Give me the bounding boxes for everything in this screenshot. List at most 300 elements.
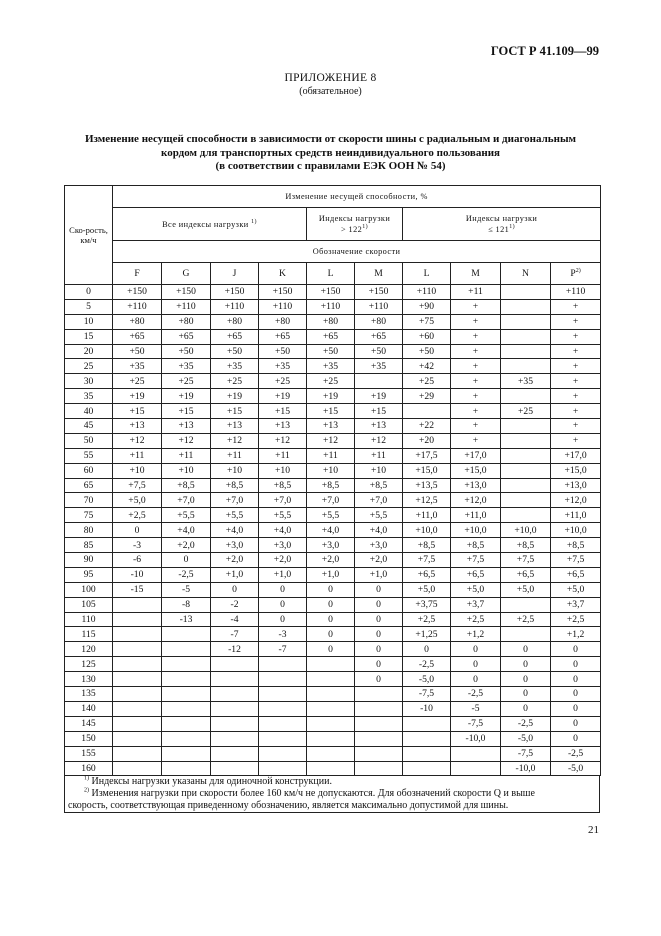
value-cell: -2,5 — [403, 657, 451, 672]
value-cell: +7,5 — [113, 478, 162, 493]
value-cell: -3 — [259, 627, 307, 642]
value-cell: -5,0 — [403, 672, 451, 687]
footnote-2-text-cont: скорость, соответствующая приведенному обозначению, является максимально допустимой для шины. — [68, 800, 509, 811]
value-cell: +65 — [355, 329, 403, 344]
value-cell: -2,5 — [501, 716, 551, 731]
value-cell: 0 — [501, 657, 551, 672]
group-all-indices-label: Все индексы нагрузки — [162, 219, 249, 229]
speed-cell: 45 — [65, 419, 113, 434]
value-cell: -5,0 — [551, 761, 601, 776]
value-cell — [403, 761, 451, 776]
value-cell: 0 — [113, 523, 162, 538]
speed-designation-header: Обозначение скорости — [113, 241, 601, 263]
value-cell: +15 — [355, 404, 403, 419]
value-cell: 0 — [501, 701, 551, 716]
value-cell — [113, 716, 162, 731]
speed-cell: 105 — [65, 597, 113, 612]
table-row — [65, 329, 601, 344]
value-cell — [211, 716, 259, 731]
value-cell: +8,5 — [307, 478, 355, 493]
value-cell — [501, 314, 551, 329]
value-cell: +60 — [403, 329, 451, 344]
value-cell: +13 — [211, 419, 259, 434]
value-cell: +4,0 — [355, 523, 403, 538]
value-cell: -10,0 — [501, 761, 551, 776]
group-over-122-header — [307, 208, 403, 241]
speed-cell: 85 — [65, 538, 113, 553]
value-cell: + — [451, 374, 501, 389]
value-cell: +80 — [211, 314, 259, 329]
table-row — [65, 419, 601, 434]
value-cell: + — [451, 314, 501, 329]
value-cell — [451, 746, 501, 761]
value-cell: +12 — [259, 433, 307, 448]
value-cell: +50 — [307, 344, 355, 359]
value-cell — [501, 448, 551, 463]
value-cell: +65 — [113, 329, 162, 344]
value-cell: +19 — [211, 389, 259, 404]
value-cell: -7,5 — [451, 716, 501, 731]
value-cell: +1,0 — [259, 567, 307, 582]
value-cell: +11 — [162, 448, 211, 463]
table-row — [65, 731, 601, 746]
value-cell — [211, 657, 259, 672]
value-cell: +110 — [403, 285, 451, 300]
value-cell — [113, 731, 162, 746]
value-cell: -5 — [451, 701, 501, 716]
value-cell: +80 — [162, 314, 211, 329]
load-capacity-table — [64, 185, 601, 776]
value-cell: +13 — [259, 419, 307, 434]
speed-cell: 60 — [65, 463, 113, 478]
value-cell — [162, 761, 211, 776]
value-cell — [259, 746, 307, 761]
value-cell: +150 — [162, 285, 211, 300]
value-cell — [355, 746, 403, 761]
value-cell: +35 — [307, 359, 355, 374]
value-cell — [501, 329, 551, 344]
value-cell: +8,5 — [259, 478, 307, 493]
value-cell: + — [451, 419, 501, 434]
table-row — [65, 493, 601, 508]
value-cell: +3,0 — [355, 538, 403, 553]
value-cell: +4,0 — [162, 523, 211, 538]
value-cell: 0 — [355, 642, 403, 657]
group-le-121-line-2: ≤ 121 — [488, 225, 510, 234]
value-cell: +19 — [307, 389, 355, 404]
value-cell: +35 — [259, 359, 307, 374]
value-cell: + — [551, 299, 601, 314]
value-cell: +15 — [211, 404, 259, 419]
value-cell: +3,7 — [551, 597, 601, 612]
value-cell: 0 — [259, 612, 307, 627]
speed-cell: 140 — [65, 701, 113, 716]
value-cell — [259, 672, 307, 687]
value-cell: +12,0 — [451, 493, 501, 508]
value-cell: +2,5 — [451, 612, 501, 627]
value-cell: +110 — [259, 299, 307, 314]
value-cell: -5 — [162, 582, 211, 597]
annex-subtitle: (обязательное) — [299, 86, 362, 97]
value-cell: +7,0 — [162, 493, 211, 508]
value-cell: -7,5 — [501, 746, 551, 761]
value-cell: +110 — [162, 299, 211, 314]
group-le-121-header — [403, 208, 601, 241]
speed-cell: 65 — [65, 478, 113, 493]
value-cell: + — [551, 374, 601, 389]
value-cell: -10 — [403, 701, 451, 716]
value-cell: +10,0 — [451, 523, 501, 538]
value-cell — [307, 657, 355, 672]
value-cell — [355, 374, 403, 389]
value-cell: +10 — [259, 463, 307, 478]
value-cell: +1,25 — [403, 627, 451, 642]
table-row — [65, 553, 601, 568]
value-cell: +25 — [403, 374, 451, 389]
value-cell: 0 — [355, 582, 403, 597]
table-row — [65, 433, 601, 448]
table-row — [65, 538, 601, 553]
value-cell — [307, 716, 355, 731]
value-cell: -12 — [211, 642, 259, 657]
value-cell: 0 — [551, 657, 601, 672]
speed-cell: 20 — [65, 344, 113, 359]
value-cell — [162, 657, 211, 672]
group-le-121-line-1: Индексы нагрузки — [465, 214, 538, 223]
speed-cell: 145 — [65, 716, 113, 731]
value-cell: +7,5 — [501, 553, 551, 568]
value-cell: 0 — [551, 701, 601, 716]
table-title-line-2: кордом для транспортных средств неиндивидуального пользования — [161, 146, 500, 159]
table-row — [65, 508, 601, 523]
value-cell: +3,75 — [403, 597, 451, 612]
value-cell: +13 — [162, 419, 211, 434]
value-cell: -8 — [162, 597, 211, 612]
table-row — [65, 374, 601, 389]
value-cell: + — [451, 404, 501, 419]
value-cell — [113, 642, 162, 657]
value-cell — [113, 672, 162, 687]
table-row — [65, 523, 601, 538]
value-cell: +110 — [113, 299, 162, 314]
speed-cell: 25 — [65, 359, 113, 374]
value-cell: 0 — [259, 582, 307, 597]
value-cell: + — [451, 389, 501, 404]
value-cell: 0 — [355, 597, 403, 612]
value-cell: +110 — [211, 299, 259, 314]
value-cell — [259, 657, 307, 672]
value-cell: -15 — [113, 582, 162, 597]
annex-title: ПРИЛОЖЕНИЕ 8 — [284, 72, 377, 84]
value-cell: +5,0 — [551, 582, 601, 597]
value-cell: 0 — [307, 612, 355, 627]
value-cell: 0 — [355, 627, 403, 642]
value-cell: +7,0 — [211, 493, 259, 508]
value-cell: +11,0 — [403, 508, 451, 523]
value-cell: +7,5 — [403, 553, 451, 568]
value-cell: + — [551, 314, 601, 329]
value-cell: -5,0 — [501, 731, 551, 746]
value-cell — [403, 731, 451, 746]
speed-cell: 115 — [65, 627, 113, 642]
value-cell: +5,5 — [211, 508, 259, 523]
value-cell: +19 — [113, 389, 162, 404]
value-cell: +5,5 — [259, 508, 307, 523]
value-cell: +25 — [162, 374, 211, 389]
value-cell: +1,0 — [211, 567, 259, 582]
value-cell: + — [451, 433, 501, 448]
value-cell: +8,5 — [355, 478, 403, 493]
value-cell: -10 — [113, 567, 162, 582]
footnote-ref: 1) — [362, 224, 368, 231]
value-cell: +19 — [259, 389, 307, 404]
value-cell — [307, 687, 355, 702]
footnote-2-text: Изменения нагрузки при скорости более 160 км/ч не допускаются. Для обозначений скорости Q и выше — [91, 788, 535, 799]
table-row — [65, 597, 601, 612]
value-cell: +3,0 — [211, 538, 259, 553]
speed-cell: 120 — [65, 642, 113, 657]
value-cell — [113, 612, 162, 627]
value-cell: 0 — [551, 687, 601, 702]
value-cell: + — [551, 404, 601, 419]
value-cell: +22 — [403, 419, 451, 434]
value-cell — [307, 701, 355, 716]
speed-cell: 110 — [65, 612, 113, 627]
value-cell: +3,0 — [259, 538, 307, 553]
value-cell — [211, 701, 259, 716]
value-cell: +12 — [307, 433, 355, 448]
table-row — [65, 404, 601, 419]
value-cell: +15,0 — [451, 463, 501, 478]
value-cell — [113, 627, 162, 642]
value-cell: +11,0 — [451, 508, 501, 523]
value-cell: + — [551, 329, 601, 344]
value-cell — [211, 687, 259, 702]
table-body — [65, 285, 601, 776]
speed-cell: 40 — [65, 404, 113, 419]
value-cell: +6,5 — [451, 567, 501, 582]
col-header-g: G — [162, 263, 211, 285]
value-cell — [259, 761, 307, 776]
value-cell: +5,0 — [501, 582, 551, 597]
value-cell: +10,0 — [501, 523, 551, 538]
table-row — [65, 478, 601, 493]
value-cell: +35 — [355, 359, 403, 374]
value-cell: +2,0 — [355, 553, 403, 568]
col-header-n: N — [501, 263, 551, 285]
table-row — [65, 687, 601, 702]
speed-cell: 150 — [65, 731, 113, 746]
value-cell: +5,0 — [451, 582, 501, 597]
value-cell — [403, 404, 451, 419]
speed-cell: 0 — [65, 285, 113, 300]
value-cell: +29 — [403, 389, 451, 404]
col-header-p — [551, 263, 601, 285]
value-cell: +8,5 — [501, 538, 551, 553]
group-over-122-line-1: Индексы нагрузки — [318, 214, 391, 223]
value-cell: +80 — [259, 314, 307, 329]
value-cell: +15 — [259, 404, 307, 419]
value-cell: +7,0 — [259, 493, 307, 508]
value-cell: 0 — [211, 582, 259, 597]
value-cell — [501, 344, 551, 359]
value-cell — [211, 672, 259, 687]
value-cell — [162, 731, 211, 746]
value-cell: +10 — [113, 463, 162, 478]
table-row — [65, 672, 601, 687]
value-cell: +13 — [307, 419, 355, 434]
value-cell: 0 — [451, 642, 501, 657]
value-cell: +35 — [501, 374, 551, 389]
value-cell — [355, 687, 403, 702]
value-cell — [211, 746, 259, 761]
value-cell — [501, 433, 551, 448]
value-cell — [355, 716, 403, 731]
speed-cell: 75 — [65, 508, 113, 523]
value-cell: -6 — [113, 553, 162, 568]
value-cell: +5,5 — [162, 508, 211, 523]
value-cell: +12 — [355, 433, 403, 448]
value-cell: 0 — [307, 582, 355, 597]
value-cell: +17,0 — [551, 448, 601, 463]
speed-cell: 10 — [65, 314, 113, 329]
value-cell: -2,5 — [451, 687, 501, 702]
value-cell — [162, 672, 211, 687]
value-cell: +150 — [211, 285, 259, 300]
value-cell: +10 — [307, 463, 355, 478]
table-row — [65, 314, 601, 329]
value-cell: +50 — [259, 344, 307, 359]
value-cell: +65 — [211, 329, 259, 344]
value-cell: +13,0 — [451, 478, 501, 493]
value-cell: +65 — [307, 329, 355, 344]
footnote-2-mark: 2) — [84, 787, 89, 794]
value-cell — [113, 701, 162, 716]
value-cell — [355, 701, 403, 716]
value-cell — [113, 597, 162, 612]
value-cell: +50 — [162, 344, 211, 359]
value-cell — [259, 701, 307, 716]
value-cell — [162, 701, 211, 716]
value-cell: +12,0 — [551, 493, 601, 508]
value-cell: 0 — [501, 687, 551, 702]
value-cell: +11 — [113, 448, 162, 463]
value-cell: -7 — [259, 642, 307, 657]
value-cell: +12 — [211, 433, 259, 448]
value-cell: +50 — [211, 344, 259, 359]
value-cell: 0 — [501, 672, 551, 687]
value-cell — [501, 627, 551, 642]
value-cell: +7,0 — [355, 493, 403, 508]
document-code: ГОСТ Р 41.109—99 — [490, 44, 599, 58]
value-cell: +150 — [355, 285, 403, 300]
value-cell: +4,0 — [307, 523, 355, 538]
value-cell: 0 — [355, 672, 403, 687]
footnote-1-mark: 1) — [84, 775, 89, 782]
value-cell: +8,5 — [451, 538, 501, 553]
col-header-m: M — [355, 263, 403, 285]
value-cell — [501, 359, 551, 374]
value-cell — [355, 731, 403, 746]
capacity-change-header: Изменение несущей способности, % — [113, 186, 601, 208]
value-cell: +2,5 — [113, 508, 162, 523]
speed-cell: 80 — [65, 523, 113, 538]
table-row — [65, 389, 601, 404]
value-cell: +4,0 — [211, 523, 259, 538]
value-cell: 0 — [501, 642, 551, 657]
value-cell: + — [551, 344, 601, 359]
value-cell: +12,5 — [403, 493, 451, 508]
value-cell: -7 — [211, 627, 259, 642]
value-cell: +80 — [355, 314, 403, 329]
value-cell: +15 — [162, 404, 211, 419]
value-cell: +6,5 — [403, 567, 451, 582]
speed-cell: 70 — [65, 493, 113, 508]
value-cell: -4 — [211, 612, 259, 627]
value-cell: +4,0 — [259, 523, 307, 538]
value-cell: +150 — [259, 285, 307, 300]
value-cell: 0 — [307, 642, 355, 657]
speed-cell: 5 — [65, 299, 113, 314]
value-cell: +13,5 — [403, 478, 451, 493]
value-cell: +42 — [403, 359, 451, 374]
footnote-1 — [68, 776, 596, 788]
value-cell: 0 — [162, 553, 211, 568]
value-cell: 0 — [451, 657, 501, 672]
value-cell: +25 — [211, 374, 259, 389]
value-cell: +19 — [162, 389, 211, 404]
value-cell: +35 — [113, 359, 162, 374]
value-cell: 0 — [307, 627, 355, 642]
value-cell: +2,0 — [307, 553, 355, 568]
value-cell: +11,0 — [551, 508, 601, 523]
table-title-line-1: Изменение несущей способности в зависимости от скорости шины с радиальным и диагональным — [84, 133, 577, 145]
speed-column-header: Ско-рость, км/ч — [65, 186, 113, 285]
value-cell — [113, 687, 162, 702]
value-cell: +2,0 — [211, 553, 259, 568]
value-cell: 0 — [551, 642, 601, 657]
value-cell: 0 — [259, 597, 307, 612]
footnote-2 — [68, 788, 596, 800]
speed-cell: 125 — [65, 657, 113, 672]
value-cell — [259, 716, 307, 731]
group-all-indices-header — [113, 208, 307, 241]
value-cell: +25 — [501, 404, 551, 419]
value-cell: +75 — [403, 314, 451, 329]
value-cell: +1,0 — [307, 567, 355, 582]
speed-cell: 160 — [65, 761, 113, 776]
speed-cell: 130 — [65, 672, 113, 687]
value-cell: +7,5 — [451, 553, 501, 568]
speed-cell: 50 — [65, 433, 113, 448]
table-row — [65, 716, 601, 731]
value-cell: + — [551, 359, 601, 374]
col-header-l: L — [307, 263, 355, 285]
speed-cell: 55 — [65, 448, 113, 463]
value-cell: 0 — [403, 642, 451, 657]
value-cell: -10,0 — [451, 731, 501, 746]
value-cell: +10,0 — [551, 523, 601, 538]
value-cell: +20 — [403, 433, 451, 448]
speed-cell: 30 — [65, 374, 113, 389]
value-cell: +15 — [307, 404, 355, 419]
table-row — [65, 657, 601, 672]
value-cell: +5,0 — [113, 493, 162, 508]
value-cell: +2,0 — [259, 553, 307, 568]
speed-cell: 100 — [65, 582, 113, 597]
page-number: 21 — [588, 824, 599, 836]
value-cell — [355, 761, 403, 776]
